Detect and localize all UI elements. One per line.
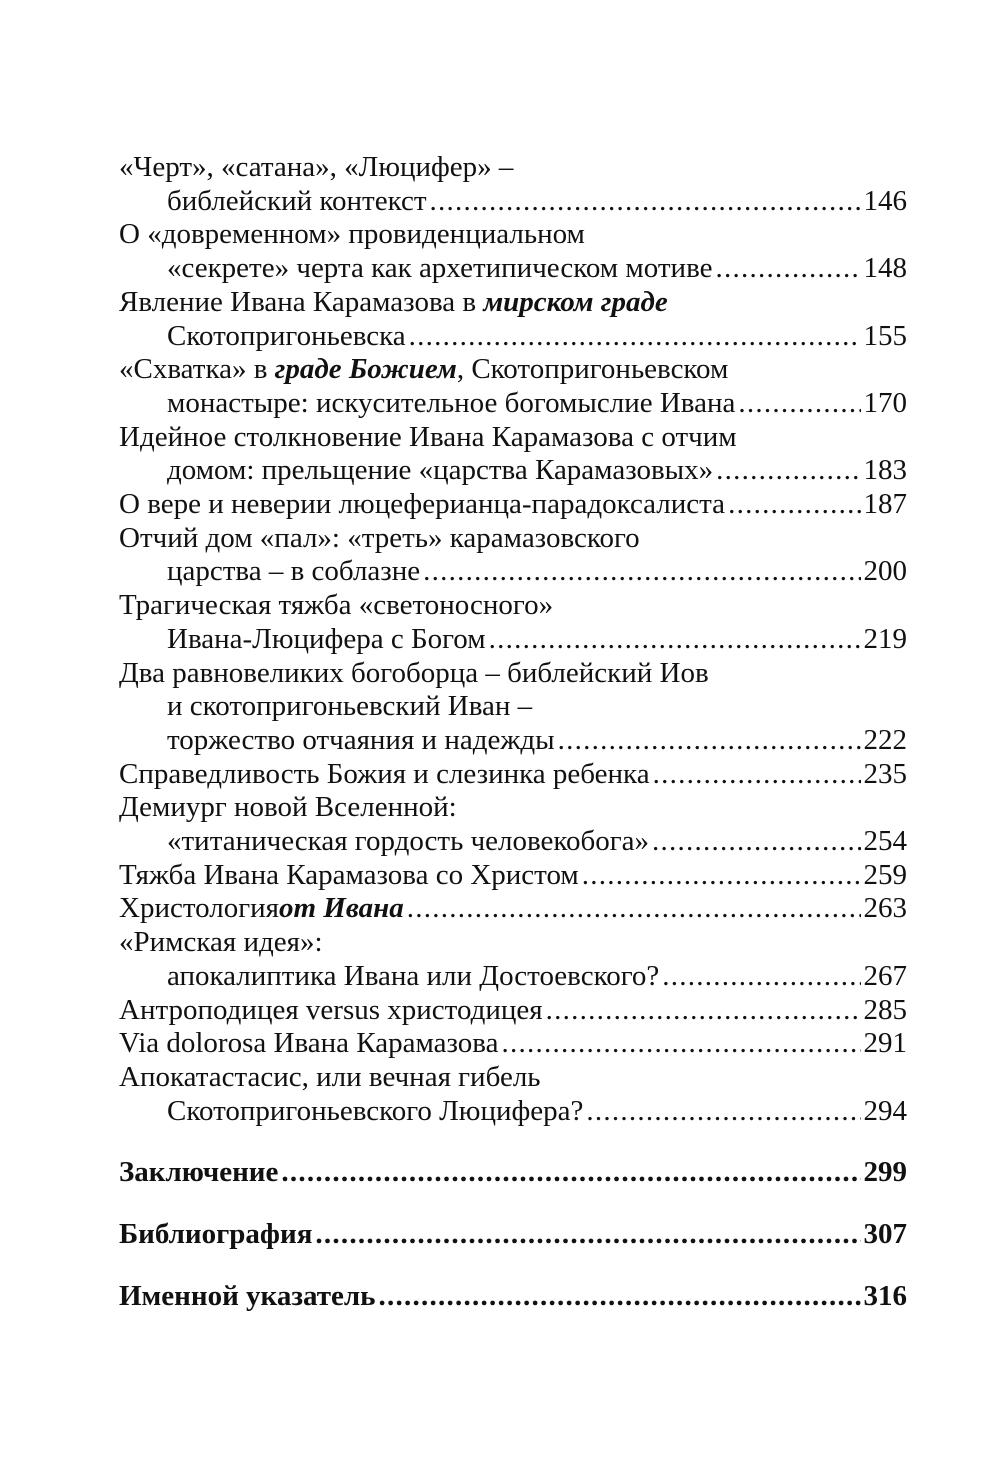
toc-entry-line: «Схватка» в	[119, 353, 275, 386]
toc-entry-line: Антроподицея versus христодицея	[119, 993, 543, 1026]
toc-major-entry-name-index[interactable]	[119, 1280, 907, 1314]
toc-entry-line: Трагическая тяжба «светоносного»	[119, 589, 554, 622]
toc-entry-line: Апокатастасис, или вечная гибель	[119, 1060, 541, 1093]
toc-page-number: 254	[863, 825, 907, 858]
toc-page-number: 170	[863, 386, 907, 419]
toc-entry-line: Ивана-Люцифера с Богом	[167, 622, 486, 655]
toc-page-number: 316	[863, 1279, 907, 1312]
toc-page-number: 146	[863, 184, 907, 217]
toc-entry-line: Отчий дом «пал»: «треть» карамазовского	[119, 521, 640, 554]
dot-leader	[281, 1156, 860, 1190]
toc-entry[interactable]	[119, 758, 907, 792]
dot-leader	[315, 1218, 860, 1252]
toc-entry-line: царства – в соблазне	[167, 555, 421, 588]
toc-entry[interactable]	[119, 151, 907, 218]
toc-entry[interactable]	[119, 522, 907, 589]
toc-page-number: 307	[863, 1218, 907, 1251]
toc-page-number: 267	[863, 959, 907, 992]
toc-entry-line: Скотопригоньевского Люцифера?	[167, 1094, 584, 1127]
toc-page-number: 263	[863, 892, 907, 925]
toc-entry-line: О «довременном» провиденциальном	[119, 218, 585, 251]
toc-major-title: Библиография	[119, 1218, 313, 1251]
toc-entry-line: торжество отчаяния и надежды	[167, 723, 555, 756]
toc-entry-line: «Черт», «сатана», «Люцифер» –	[119, 151, 514, 183]
toc-entry[interactable]	[119, 1061, 907, 1128]
toc-entry[interactable]	[119, 657, 907, 758]
dot-leader	[430, 185, 861, 219]
toc-entry[interactable]	[119, 421, 907, 488]
toc-page-number: 200	[863, 555, 907, 588]
toc-entry[interactable]	[119, 892, 907, 926]
toc-entry-line: Демиург новой Вселенной:	[119, 791, 457, 824]
toc-entry-emphasis: граде Божием	[274, 353, 457, 386]
toc-entry[interactable]	[119, 218, 907, 285]
toc-page-number: 294	[863, 1094, 907, 1127]
toc-page-number: 155	[863, 319, 907, 352]
toc-entry-line: Справедливость Божия и слезинка ребенка	[119, 757, 650, 790]
dot-leader	[728, 488, 860, 522]
dot-leader	[409, 320, 861, 354]
dot-leader	[546, 994, 861, 1028]
toc-page-number: 235	[863, 757, 907, 790]
dot-leader	[653, 758, 861, 792]
toc-entry-line: Тяжба Ивана Карамазова со Христом	[119, 858, 579, 891]
dot-leader	[652, 825, 860, 859]
toc-entry-line: монастыре: искусительное богомыслие Ивана	[167, 386, 736, 419]
toc-entry[interactable]	[119, 286, 907, 353]
toc-page-number: 187	[863, 488, 907, 521]
toc-page-number: 222	[863, 723, 907, 756]
dot-leader	[489, 623, 861, 657]
toc-entry-line: Via dolorosa Ивана Карамазова	[119, 1027, 499, 1060]
dot-leader	[378, 1280, 860, 1314]
toc-entry[interactable]	[119, 859, 907, 893]
dot-leader	[407, 892, 861, 926]
toc-entry-line: и скотопригоньевский Иван –	[167, 690, 533, 723]
dot-leader	[586, 1095, 860, 1129]
dot-leader	[738, 387, 860, 421]
toc-entry[interactable]	[119, 488, 907, 522]
dot-leader	[501, 1027, 860, 1061]
table-of-contents	[119, 151, 907, 1314]
toc-major-entry-conclusion[interactable]	[119, 1156, 907, 1190]
toc-entry-line: Идейное столкновение Ивана Карамазова с отчим	[119, 420, 737, 453]
dot-leader	[423, 555, 860, 589]
toc-page-number: 291	[863, 1027, 907, 1060]
toc-entry-line: Два равновеликих богоборца – библейский Иов	[119, 656, 709, 689]
toc-entry-emphasis: мирском граде	[483, 285, 668, 318]
toc-entry[interactable]	[119, 994, 907, 1028]
toc-entry[interactable]	[119, 791, 907, 858]
dot-leader	[715, 252, 860, 286]
toc-major-title: Заключение	[119, 1156, 279, 1189]
toc-entry-line: «титаническая гордость человекобога»	[167, 825, 650, 858]
toc-entry-line: «секрете» черта как архетипическом мотиве	[167, 252, 713, 285]
toc-major-entry-bibliography[interactable]	[119, 1218, 907, 1252]
toc-entry-line: «Римская идея»:	[119, 926, 323, 959]
toc-page-number: 219	[863, 622, 907, 655]
toc-entry[interactable]	[119, 353, 907, 420]
toc-major-title: Именной указатель	[119, 1279, 376, 1312]
toc-entry-line: апокалиптика Ивана или Достоевского?	[167, 959, 660, 992]
toc-entry-line: О вере и неверии люцеферианца-парадоксалиста	[119, 488, 726, 521]
toc-entry-line: библейский контекст	[167, 184, 427, 217]
toc-entry-line: домом: прельщение «царства Карамазовых»	[167, 454, 714, 487]
toc-page-number: 183	[863, 454, 907, 487]
toc-entry-emphasis: от Ивана	[278, 892, 404, 925]
dot-leader	[716, 454, 860, 488]
toc-entry-line: Явление Ивана Карамазова в	[119, 285, 484, 318]
toc-entry-line: , Скотопригоньевском	[456, 353, 729, 386]
dot-leader	[582, 859, 861, 893]
toc-page-number: 299	[863, 1156, 907, 1189]
toc-entry-line: Скотопригоньевска	[167, 319, 406, 352]
toc-entry-line: Христология	[119, 892, 279, 925]
toc-entry[interactable]	[119, 1027, 907, 1061]
toc-entry[interactable]	[119, 926, 907, 993]
toc-page-number: 285	[863, 993, 907, 1026]
toc-page-number: 259	[863, 858, 907, 891]
toc-entry[interactable]	[119, 589, 907, 656]
dot-leader	[662, 960, 860, 994]
dot-leader	[558, 724, 861, 758]
toc-page-number: 148	[863, 252, 907, 285]
